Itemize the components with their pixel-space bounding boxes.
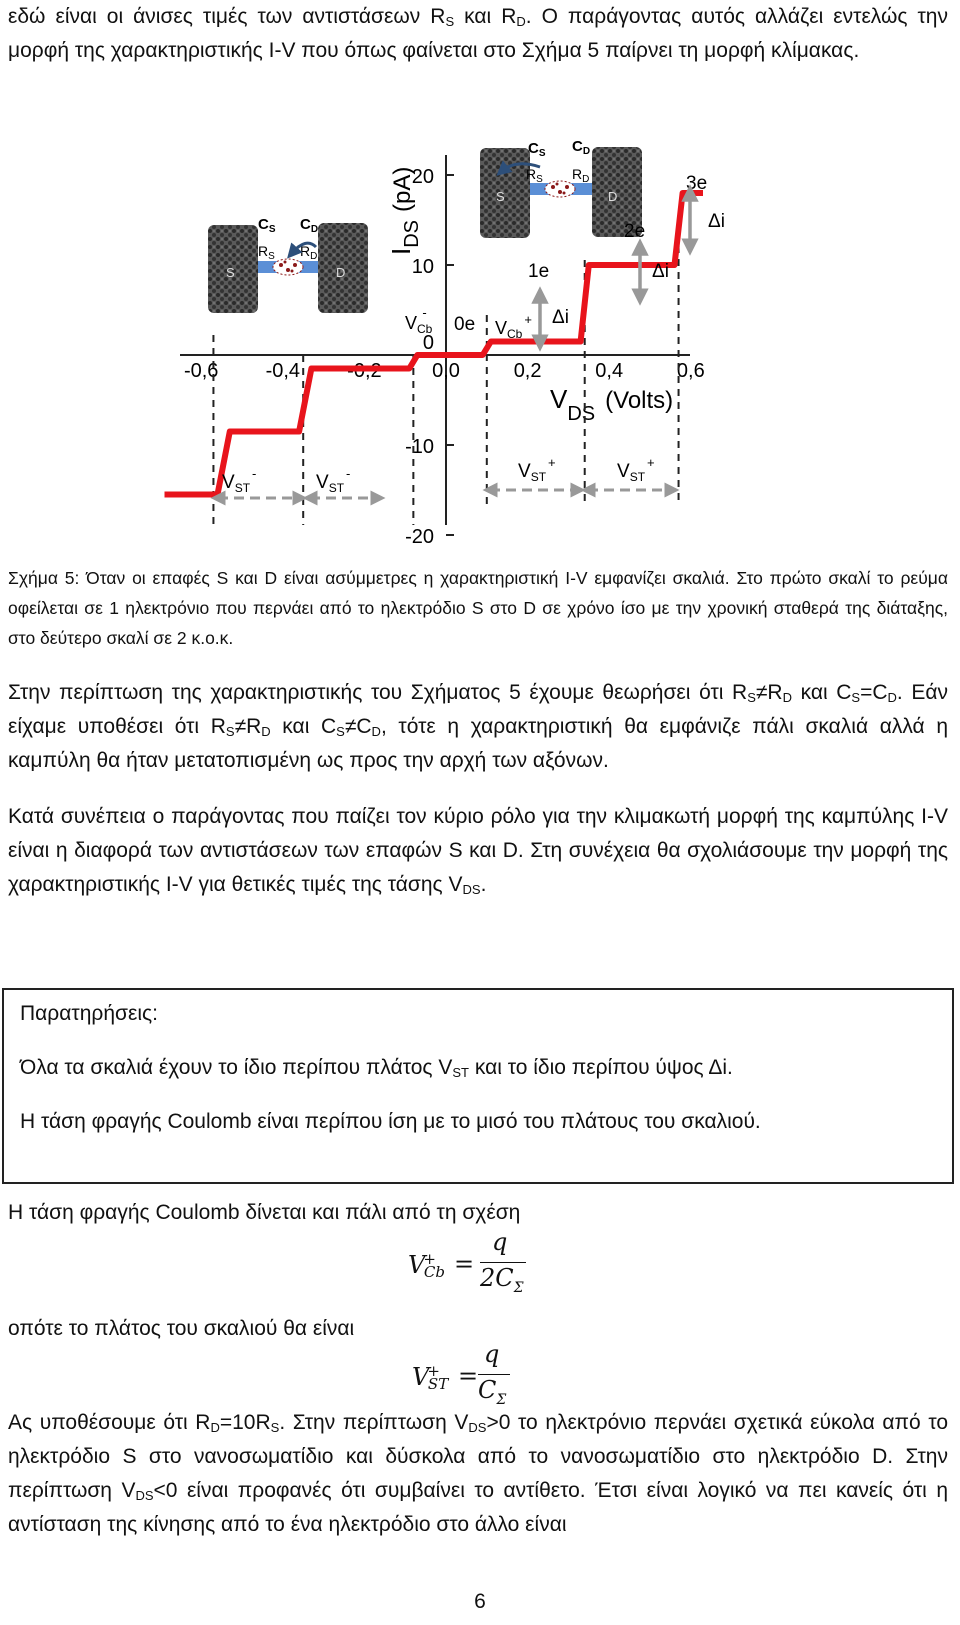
electrode-d-label: D (336, 265, 346, 280)
electrode-s-label: S (226, 265, 235, 280)
delta-i-label: Δi (652, 261, 669, 282)
x-tick-label: -0,6 (183, 360, 219, 382)
observations-title: Παρατηρήσεις: (20, 1002, 158, 1025)
delta-i-label: Δi (708, 211, 725, 232)
step-label-3e: 3e (686, 173, 708, 194)
eq-numerator: q (484, 1340, 500, 1368)
cs-label: $C_S$ (258, 216, 276, 235)
vcb-minus-label: $V_{Cb}-$ (405, 305, 433, 336)
eq-equals: = (454, 1250, 475, 1278)
eq-denominator: $2C_\Sigma$ (480, 1264, 524, 1296)
vst-minus-label: $V_{ST}^-$ (316, 466, 351, 495)
cd-label: $C_D$ (300, 216, 319, 235)
fraction-bar (478, 1374, 510, 1375)
paragraph-3: Κατά συνέπεια ο παράγοντας που παίζει τον κύριο ρόλο για την κλιμακωτή μορφή της καμπύλης I-V είναι η διαφορά των αντιστάσεων των επαφών S και D. Στη συνέχεια θα σχολιάσουμε την μορφή της χαρακτηριστικής I-V για θετικές τιμές της τάσης $V_{DS}$. (8, 805, 948, 897)
electrode-s-label: S (496, 189, 505, 204)
x-axis-title: $V_{DS}$ (Volts) (550, 384, 674, 425)
eq-lhs: $V^+_{Cb}$ (408, 1250, 446, 1281)
subscript: S (445, 14, 455, 29)
eq-numerator: q (492, 1228, 508, 1256)
text-run: . Ο παράγοντας αυτός αλλάζει εντελώς την μορφή της χαρακτηριστικής I-V που όπως φαίνεται στο Σχήμα 5 παίρνει τη μορφή κλίμακας. (8, 5, 948, 62)
x-tick-label: 0,2 (513, 360, 542, 382)
vst-minus-label: $V_{ST}^-$ (222, 466, 257, 495)
electrode-d-label: D (608, 189, 618, 204)
x-tick-label: 0,6 (676, 360, 705, 382)
x-tick-label: 0,0 (432, 360, 460, 382)
right-device-illustration (480, 138, 642, 238)
y-tick-label: 10 (411, 256, 434, 278)
rd-label: $R_D$ (300, 243, 318, 262)
electrode-s-right (480, 148, 530, 238)
x-tick-label: 0,4 (595, 360, 624, 382)
equation-intro: Η τάση φραγής Coulomb δίνεται και πάλι από τη σχέση (8, 1201, 521, 1224)
rs-label: $R_S$ (258, 243, 275, 262)
paragraph-2: Στην περίπτωση της χαρακτηριστικής του Σχήματος 5 έχουμε θεωρήσει ότι $R_S\ne R_D$ και $C_S=C_D$. Εάν είχαμε υποθέσει ότι $R_S\ne R_D$ και $C_S\ne C_D$, τότε η χαρακτηριστική θα εμφάνιζε πάλι σκαλιά αλλά η καμπύλη θα ήταν μετατοπισμένη ως προς την αρχή των αξόνων. (8, 681, 949, 772)
y-tick-label: -10 (405, 436, 434, 458)
vst-plus-label: $V_{ST}^+$ (617, 455, 655, 484)
step-label-1e: 1e (528, 261, 550, 282)
nanoparticle-left (273, 259, 303, 275)
step-label-0e: 0e (454, 314, 476, 335)
text-run: και R (454, 5, 517, 28)
delta-i-label: Δi (552, 307, 569, 328)
cs-label: $C_S$ (528, 140, 546, 159)
y-axis-label: $I_{DS}(pA)$ (386, 166, 423, 255)
y-tick-label: 20 (411, 166, 434, 188)
x-tick-labels (184, 360, 705, 382)
text-run: εδώ είναι οι άνισες τιμές των αντιστάσεων R (8, 5, 446, 28)
subscript: D (516, 14, 526, 29)
rs-label: $R_S$ (526, 166, 543, 185)
y-tick-label: 0 (422, 332, 434, 354)
cd-label: $C_D$ (572, 138, 591, 157)
paragraph-4: Ας υποθέσουμε ότι $R_D=10R_S$. Στην περίπτωση $V_{DS}>0$ το ηλεκτρόνιο περνάει σχετικά εύκολα από το ηλεκτρόδιο S στο νανοσωματίδιο και δύσκολα από το νανοσωματίδιο στο ηλεκτρόδιο D. Στην περίπτωση $V_{DS}<0$ είναι προφανές ότι συμβαίνει το αντίθετο. Έτσι είναι λογικό να πει κανείς ότι η αντίσταση της κίνησης από το ένα ηλεκτρόδιο στο άλλο είναι (8, 1411, 949, 1536)
fraction-bar (480, 1262, 526, 1263)
y-tick-label: -20 (405, 526, 434, 545)
observation-1: Όλα τα σκαλιά έχουν το ίδιο περίπου πλάτος $V_{ST}$ και το ίδιο περίπου ύψος Δi. (20, 1056, 733, 1080)
left-device-illustration (208, 216, 368, 313)
figure-caption: Σχήμα 5: Όταν οι επαφές S και D είναι ασύμμετρες η χαρακτηριστική I-V εμφανίζει σκαλιά. Στο πρώτο σκαλί το ρεύμα οφείλεται σε 1 ηλεκτρόνιο που περνάει από το ηλεκτρόδιο S στο D σε χρόνο ίσο με την χρονική σταθερά της διάταξης, στο δεύτερο σκαλί σε 2 κ.ο.κ. (8, 568, 948, 648)
vst-plus-label: $V_{ST}^+$ (518, 455, 556, 484)
nanoparticle-right (545, 181, 575, 197)
x-tick-label: -0,2 (347, 360, 382, 382)
step-label-2e: 2e (624, 221, 646, 242)
equation-mid-text: οπότε το πλάτος του σκαλιού θα είναι (8, 1317, 355, 1340)
x-tick-label: -0,4 (265, 360, 301, 382)
iv-staircase-figure (0, 125, 960, 545)
equation-vst (412, 1340, 552, 1414)
eq-lhs: $V^+_{ST}$ (412, 1362, 449, 1393)
page-number: 6 (474, 1590, 486, 1613)
rd-label: $R_D$ (572, 166, 590, 185)
observation-2: Η τάση φραγής Coulomb είναι περίπου ίση με το μισό του πλάτους του σκαλιού. (20, 1110, 761, 1133)
observations-box (2, 988, 954, 1184)
eq-denominator: $C_\Sigma$ (478, 1376, 507, 1408)
equation-vcb (408, 1228, 548, 1302)
vcb-plus-label: $V_{Cb}^+$ (495, 312, 532, 341)
intro-paragraph (8, 0, 948, 68)
eq-equals: = (458, 1362, 479, 1390)
